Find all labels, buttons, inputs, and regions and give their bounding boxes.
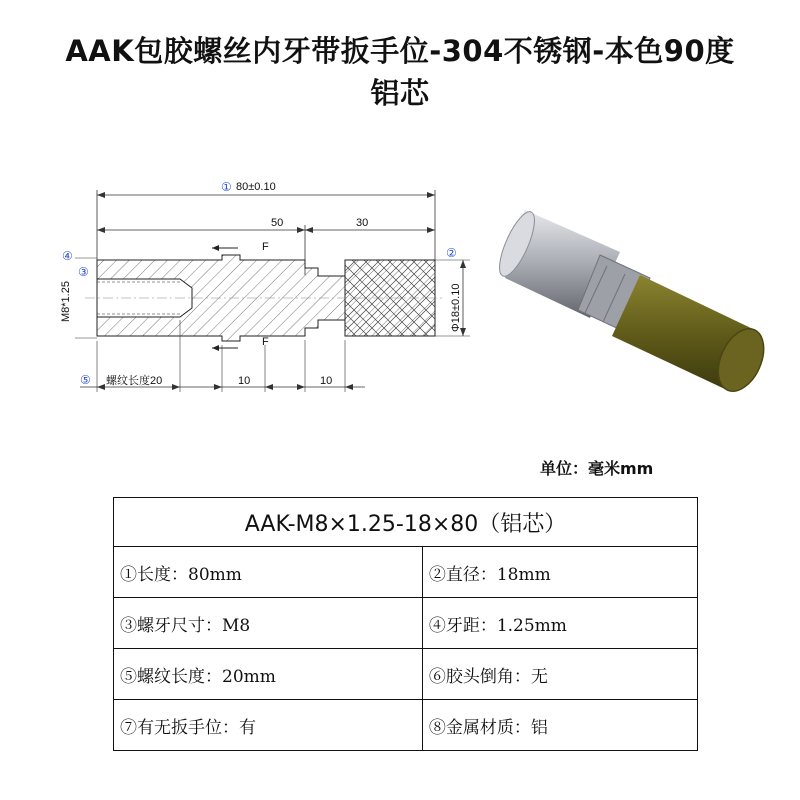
spec-table-header: AAK-M8×1.25-18×80（铝芯）: [114, 498, 698, 547]
diameter-dimension: [435, 246, 470, 336]
f-bottom-label: F: [262, 336, 269, 348]
dim-50-label: 50: [271, 217, 284, 229]
title-line-1: AAK包胶螺丝内牙带扳手位-304不锈钢-本色90度: [65, 34, 735, 68]
diameter-label: Φ18±0.10: [450, 283, 462, 332]
spec-chamfer: ⑥胶头倒角：无: [422, 649, 697, 700]
dim-total-label: 80±0.10: [236, 181, 276, 193]
spec-thread-length: ⑤螺纹长度：20mm: [114, 649, 423, 700]
marker-4: ④: [62, 249, 73, 263]
f-top-label: F: [262, 241, 269, 253]
spec-diameter: ②直径：18mm: [422, 547, 697, 598]
spec-table-header-row: [114, 498, 698, 547]
marker-5: ⑤: [80, 373, 91, 387]
table-row: [114, 598, 698, 649]
dim-30-label: 30: [356, 217, 369, 229]
spec-thread-size: ③螺牙尺寸：M8: [114, 598, 423, 649]
spec-wrench-flats: ⑦有无扳手位：有: [114, 700, 423, 751]
dim-10a-label: 10: [238, 375, 251, 387]
spec-pitch: ④牙距：1.25mm: [422, 598, 697, 649]
thread-length-label: 螺纹长度20: [106, 375, 163, 387]
marker-1: ①: [221, 180, 232, 194]
unit-label: 单位：毫米mm: [540, 459, 654, 478]
marker-3: ③: [78, 265, 89, 279]
product-3d-render: [493, 208, 773, 399]
technical-drawing: [0, 160, 800, 410]
spec-material: ⑧金属材质：铝: [422, 700, 697, 751]
table-row: [114, 700, 698, 751]
thread-size-label: M8*1.25: [60, 281, 72, 322]
table-row: [114, 649, 698, 700]
spec-length: ①长度：80mm: [114, 547, 423, 598]
section-view: [85, 241, 445, 351]
title-line-2: 铝芯: [370, 76, 430, 110]
marker-2: ②: [446, 246, 457, 260]
table-row: [114, 547, 698, 598]
spec-table: [113, 497, 698, 751]
dim-10b-label: 10: [320, 375, 333, 387]
thread-labels: [60, 249, 97, 338]
